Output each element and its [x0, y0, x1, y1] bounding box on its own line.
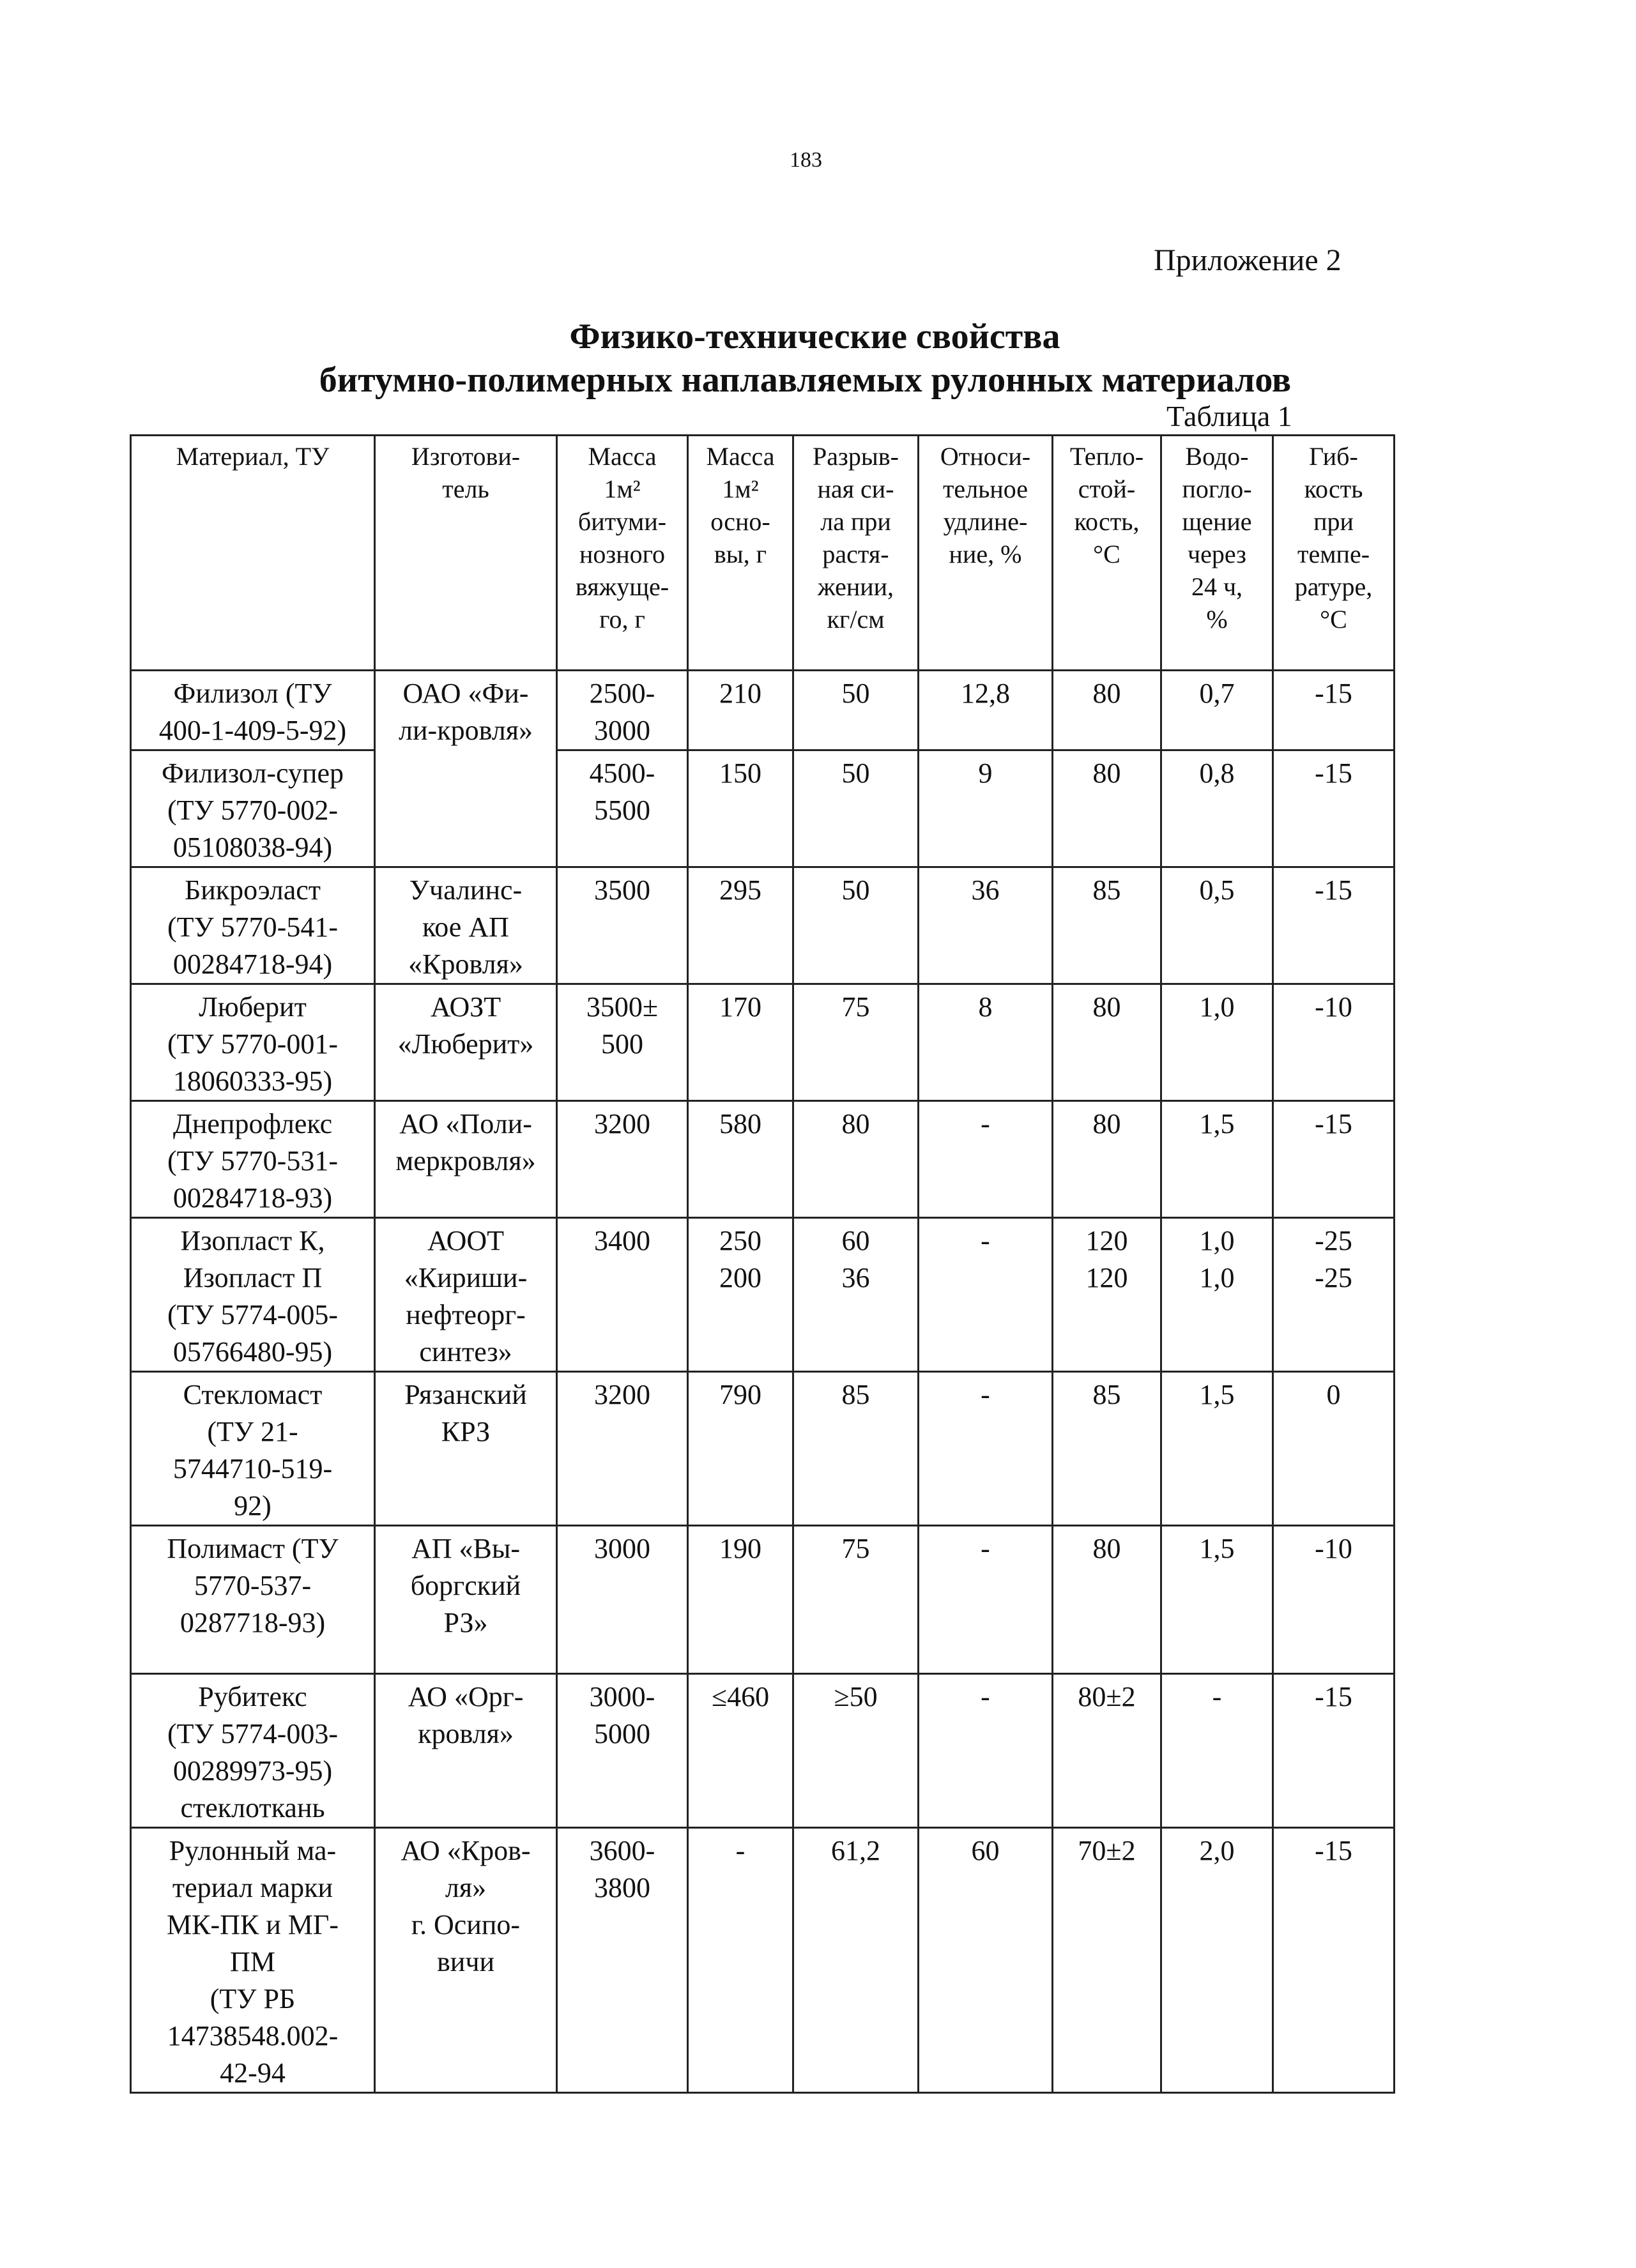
cell-elongation: 8 [919, 984, 1053, 1101]
cell-material: Днепрофлекс (ТУ 5770-531- 00284718-93) [131, 1101, 375, 1218]
cell-base-mass: 210 [688, 671, 793, 750]
cell-base-mass: 295 [688, 867, 793, 984]
cell-elongation: - [919, 1526, 1053, 1674]
cell-water-absorption: 0,8 [1161, 750, 1273, 867]
header-tensile-strength: Разрыв- ная си- ла при растя- жении, кг/см [793, 436, 919, 671]
cell-binder-mass: 3400 [557, 1218, 688, 1372]
cell-heat-resistance: 80 [1053, 1101, 1161, 1218]
cell-binder-mass: 4500- 5500 [557, 750, 688, 867]
cell-tensile-strength: 50 [793, 867, 919, 984]
cell-base-mass: 250 200 [688, 1218, 793, 1372]
table-row [131, 1218, 1395, 1372]
cell-water-absorption: 0,7 [1161, 671, 1273, 750]
header-flexibility: Гиб- кость при темпе- ратуре, °С [1273, 436, 1395, 671]
cell-flexibility: -15 [1273, 1828, 1395, 2093]
cell-material: Филизол (ТУ 400-1-409-5-92) [131, 671, 375, 750]
cell-maker: АООТ «Кириши- нефтеорг- синтез» [375, 1218, 557, 1372]
header-water-absorption: Водо- погло- щение через 24 ч, % [1161, 436, 1273, 671]
cell-material: Рулонный ма- териал марки МК-ПК и МГ- ПМ (ТУ РБ 14738548.002- 42-94 [131, 1828, 375, 2093]
cell-maker: АО «Кров- ля» г. Осипо- вичи [375, 1828, 557, 2093]
cell-base-mass: 190 [688, 1526, 793, 1674]
cell-material: Люберит (ТУ 5770-001- 18060333-95) [131, 984, 375, 1101]
cell-maker: Учалинс- кое АП «Кровля» [375, 867, 557, 984]
page-number: 183 [790, 148, 822, 172]
cell-material: Филизол-супер (ТУ 5770-002- 05108038-94) [131, 750, 375, 867]
cell-binder-mass: 3200 [557, 1101, 688, 1218]
cell-base-mass: - [688, 1828, 793, 2093]
cell-base-mass: 790 [688, 1372, 793, 1526]
cell-flexibility: -15 [1273, 671, 1395, 750]
cell-tensile-strength: 61,2 [793, 1828, 919, 2093]
cell-flexibility: -15 [1273, 750, 1395, 867]
cell-binder-mass: 3500± 500 [557, 984, 688, 1101]
cell-elongation: - [919, 1218, 1053, 1372]
table-row [131, 1372, 1395, 1526]
table-row [131, 1526, 1395, 1674]
cell-maker: АО «Орг- кровля» [375, 1674, 557, 1828]
cell-water-absorption: 1,5 [1161, 1526, 1273, 1674]
cell-tensile-strength: 50 [793, 750, 919, 867]
cell-maker: АОЗТ «Люберит» [375, 984, 557, 1101]
cell-elongation: - [919, 1372, 1053, 1526]
table-row [131, 671, 1395, 750]
cell-binder-mass: 3200 [557, 1372, 688, 1526]
cell-flexibility: -15 [1273, 1674, 1395, 1828]
cell-heat-resistance: 85 [1053, 867, 1161, 984]
cell-binder-mass: 3000 [557, 1526, 688, 1674]
table-label: Таблица 1 [1166, 400, 1292, 432]
cell-material: Изопласт К, Изопласт П (ТУ 5774-005- 05766480-95) [131, 1218, 375, 1372]
header-elongation: Относи- тельное удлине- ние, % [919, 436, 1053, 671]
header-material: Материал, ТУ [131, 436, 375, 671]
cell-water-absorption: 1,0 [1161, 984, 1273, 1101]
cell-binder-mass: 3500 [557, 867, 688, 984]
cell-maker: АП «Вы- боргский РЗ» [375, 1526, 557, 1674]
cell-tensile-strength: 80 [793, 1101, 919, 1218]
cell-flexibility: -15 [1273, 867, 1395, 984]
cell-binder-mass: 2500- 3000 [557, 671, 688, 750]
cell-flexibility: -25 -25 [1273, 1218, 1395, 1372]
cell-elongation: 60 [919, 1828, 1053, 2093]
cell-elongation: - [919, 1674, 1053, 1828]
cell-heat-resistance: 70±2 [1053, 1828, 1161, 2093]
cell-material: Рубитекс (ТУ 5774-003- 00289973-95) стеклоткань [131, 1674, 375, 1828]
cell-heat-resistance: 80 [1053, 671, 1161, 750]
cell-elongation: 9 [919, 750, 1053, 867]
cell-maker: Рязанский КРЗ [375, 1372, 557, 1526]
cell-water-absorption: - [1161, 1674, 1273, 1828]
header-base-mass: Масса 1м² осно- вы, г [688, 436, 793, 671]
cell-tensile-strength: ≥50 [793, 1674, 919, 1828]
cell-elongation: - [919, 1101, 1053, 1218]
cell-water-absorption: 2,0 [1161, 1828, 1273, 2093]
cell-tensile-strength: 60 36 [793, 1218, 919, 1372]
table-row [131, 1101, 1395, 1218]
cell-flexibility: -15 [1273, 1101, 1395, 1218]
cell-base-mass: 150 [688, 750, 793, 867]
cell-water-absorption: 0,5 [1161, 867, 1273, 984]
cell-flexibility: -10 [1273, 1526, 1395, 1674]
cell-heat-resistance: 80 [1053, 750, 1161, 867]
cell-tensile-strength: 75 [793, 984, 919, 1101]
cell-flexibility: -10 [1273, 984, 1395, 1101]
cell-water-absorption: 1,0 1,0 [1161, 1218, 1273, 1372]
cell-maker: АО «Поли- меркровля» [375, 1101, 557, 1218]
header-maker: Изготови- тель [375, 436, 557, 671]
cell-heat-resistance: 80±2 [1053, 1674, 1161, 1828]
cell-elongation: 36 [919, 867, 1053, 984]
cell-base-mass: 580 [688, 1101, 793, 1218]
cell-base-mass: 170 [688, 984, 793, 1101]
cell-heat-resistance: 120 120 [1053, 1218, 1161, 1372]
cell-heat-resistance: 80 [1053, 1526, 1161, 1674]
cell-water-absorption: 1,5 [1161, 1372, 1273, 1526]
table-row [131, 1828, 1395, 2093]
cell-heat-resistance: 80 [1053, 984, 1161, 1101]
cell-heat-resistance: 85 [1053, 1372, 1161, 1526]
cell-maker: ОАО «Фи- ли-кровля» [375, 671, 557, 867]
cell-binder-mass: 3000- 5000 [557, 1674, 688, 1828]
table-row [131, 750, 1395, 867]
cell-material: Бикроэласт (ТУ 5770-541- 00284718-94) [131, 867, 375, 984]
cell-tensile-strength: 85 [793, 1372, 919, 1526]
table-row [131, 984, 1395, 1101]
table-row [131, 867, 1395, 984]
header-heat-resistance: Тепло- стой- кость, °С [1053, 436, 1161, 671]
cell-tensile-strength: 50 [793, 671, 919, 750]
cell-material: Полимаст (ТУ 5770-537- 0287718-93) [131, 1526, 375, 1674]
document-title-line-2: битумно-полимерных наплавляемых рулонных материалов [319, 360, 1292, 400]
cell-flexibility: 0 [1273, 1372, 1395, 1526]
header-binder-mass: Масса 1м² битуми- нозного вяжуще- го, г [557, 436, 688, 671]
cell-tensile-strength: 75 [793, 1526, 919, 1674]
cell-base-mass: ≤460 [688, 1674, 793, 1828]
document-title-line-1: Физико-технические свойства [569, 317, 1060, 356]
properties-table [130, 434, 1395, 2094]
cell-water-absorption: 1,5 [1161, 1101, 1273, 1218]
table-header-row [131, 436, 1395, 671]
appendix-label: Приложение 2 [1154, 243, 1342, 277]
cell-elongation: 12,8 [919, 671, 1053, 750]
cell-binder-mass: 3600- 3800 [557, 1828, 688, 2093]
table-row [131, 1674, 1395, 1828]
cell-material: Стекломаст (ТУ 21- 5744710-519- 92) [131, 1372, 375, 1526]
